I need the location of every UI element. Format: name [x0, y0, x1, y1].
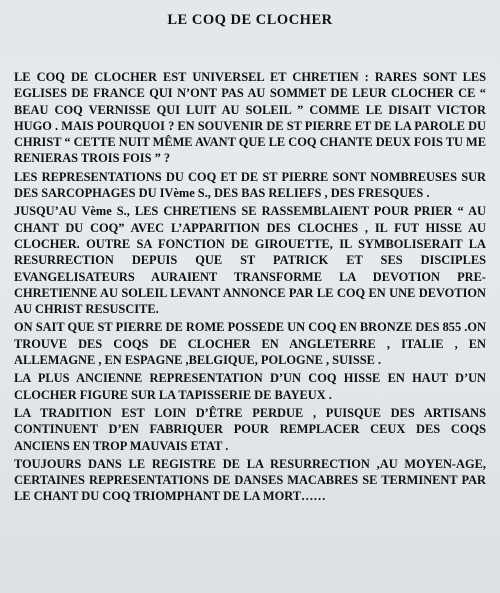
- paragraph-5: LA PLUS ANCIENNE REPRESENTATION D’UN COQ HISSE EN HAUT D’UN CLOCHER FIGURE SUR LA TAPISSERIE DE BAYEUX .: [14, 371, 486, 402]
- paragraph-6: LA TRADITION EST LOIN D’ÊTRE PERDUE , PUISQUE DES ARTISANS CONTINUENT D’EN FABRIQUER POUR REMPLACER CEUX DES COQS ANCIENS EN TROP MAUVAIS ETAT .: [14, 405, 486, 453]
- document-title: LE COQ DE CLOCHER: [167, 12, 333, 28]
- paragraph-1: LE COQ DE CLOCHER EST UNIVERSEL ET CHRETIEN : RARES SONT LES EGLISES DE FRANCE QUI N’ONT PAS AU SOMMET DE LEUR CLOCHER CE “ BEAU COQ VERNISSE QUI LUIT AU SOLEIL ” COMME LE DISAIT VICTOR HUGO . MAIS POURQUOI ? EN SOUVENIR DE ST PIERRE ET DE LA PAROLE DU CHRIST “ CETTE NUIT MÊME AVANT QUE LE COQ CHANTE DEUX FOIS TU ME RENIERAS TROIS FOIS ” ?: [14, 70, 486, 166]
- paragraph-2: LES REPRESENTATIONS DU COQ ET DE ST PIERRE SONT NOMBREUSES SUR DES SARCOPHAGES DU IVème S., DES BAS RELIEFS , DES FRESQUES .: [14, 169, 486, 201]
- paragraph-4: ON SAIT QUE ST PIERRE DE ROME POSSEDE UN COQ EN BRONZE DES 855 .ON TROUVE DES COQS DE CLOCHER EN ANGLETERRE , ITALIE , EN ALLEMAGNE , EN ESPAGNE ,BELGIQUE, POLOGNE , SUISSE .: [14, 320, 486, 368]
- document-body: [14, 69, 486, 505]
- paragraph-3: JUSQU’AU Vème S., LES CHRETIENS SE RASSEMBLAIENT POUR PRIER “ AU CHANT DU COQ” AVEC L’APPARITION DES CLOCHES , IL FUT HISSE AU CLOCHER. OUTRE SA FONCTION DE GIROUETTE, IL SYMBOLISERAIT LA RESURRECTION DEPUIS QUE ST PATRICK ET SES DISCIPLES EVANGELISATEURS AURAIENT TRANSFORME LA DEVOTION PRE-CHRETIENNE AU SOLEIL LEVANT ANNONCE PAR LE COQ EN UNE DEVOTION AU CHRIST RESUSCITE.: [14, 204, 486, 317]
- paragraph-7: TOUJOURS DANS LE REGISTRE DE LA RESURRECTION ,AU MOYEN-AGE, CERTAINES REPRESENTATIONS DE DANSES MACABRES SE TERMINENT PAR LE CHANT DU COQ TRIOMPHANT DE LA MORT……: [14, 456, 486, 504]
